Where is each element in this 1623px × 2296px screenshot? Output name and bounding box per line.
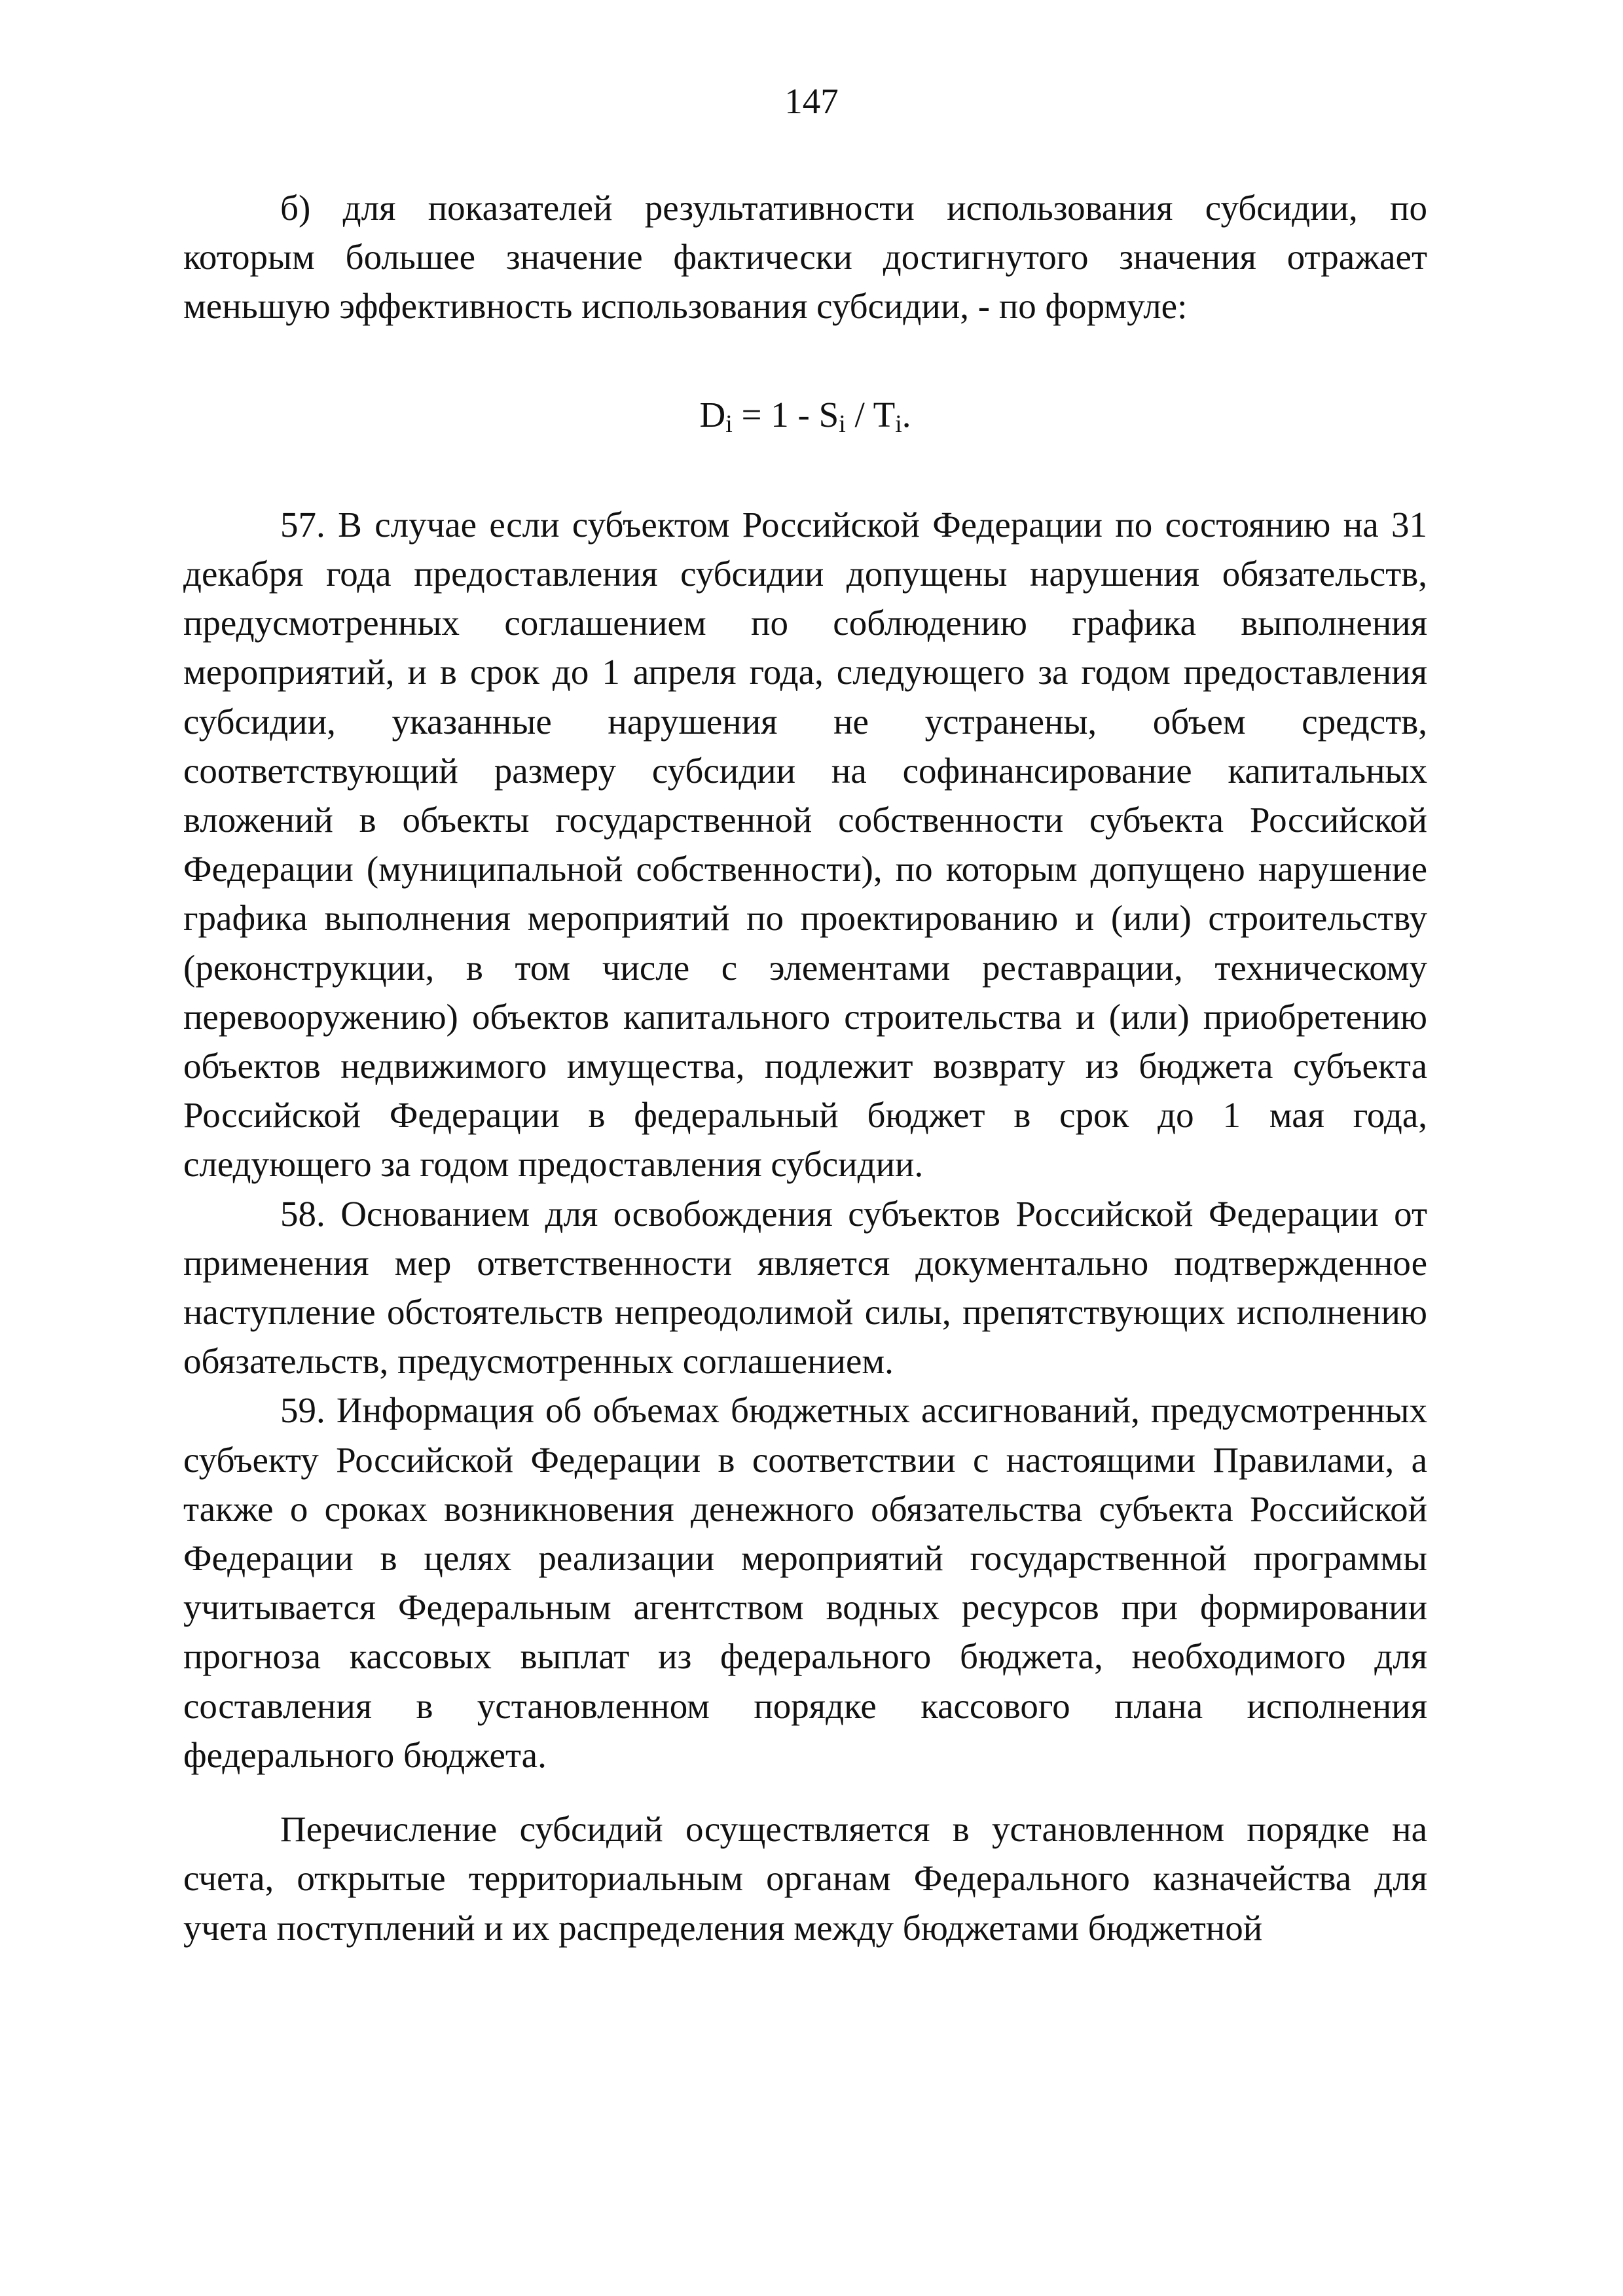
- formula-s-subscript: i: [839, 410, 846, 438]
- paragraph-b: б) для показателей результативности использования субсидии, по которым большее значение фактически достигнутого значения отражает меньшую эффективность использования субсидии, - по формуле:: [183, 188, 1427, 327]
- formula-equals: = 1 -: [732, 394, 819, 435]
- paragraph-transfer: Перечисление субсидий осуществляется в установленном порядке на счета, открытые территориальным органам Федерального казначейства для учета поступлений и их распределения между бюджетами бюджетной: [183, 1809, 1427, 1948]
- paragraph-57: 57. В случае если субъектом Российской Федерации по состоянию на 31 декабря года предоставления субсидии допущены нарушения обязательств, предусмотренных соглашением по соблюдению графика выполнения мероприятий, и в срок до 1 апреля года, следующего за годом предоставления субсидии, указанные нарушения не устранены, объем средств, соответствующий размеру субсидии на софинансирование капитальных вложений в объекты государственной собственности субъекта Российской Федерации (муниципальной собственности), по которым допущено нарушение графика выполнения мероприятий по проектированию и (или) строительству (реконструкции, в том числе с элементами реставрации, техническому перевооружению) объектов капитального строительства и (или) приобретению объектов недвижимого имущества, подлежит возврату из бюджета субъекта Российской Федерации в федеральный бюджет в срок до 1 мая года, следующего за годом предоставления субсидии.: [183, 504, 1427, 1185]
- formula-d: D: [699, 394, 726, 435]
- formula-divide: /: [845, 394, 873, 435]
- formula-t: T: [873, 394, 896, 435]
- formula-t-subscript: i: [895, 410, 902, 438]
- formula-d-subscript: i: [725, 410, 733, 438]
- formula-period: .: [902, 394, 911, 435]
- paragraph-59: 59. Информация об объемах бюджетных ассигнований, предусмотренных субъекту Российской Федерации в соответствии с настоящими Правилами, а также о сроках возникновения денежного обязательства субъекта Российской Федерации в целях реализации мероприятий государственной программы учитывается Федеральным агентством водных ресурсов при формировании прогноза кассовых выплат из федерального бюджета, необходимого для составления в установленном порядке кассового плана исполнения федерального бюджета.: [183, 1390, 1427, 1775]
- formula-s: S: [818, 394, 839, 435]
- document-body: [183, 183, 1427, 1952]
- page-number: 147: [784, 81, 839, 121]
- formula: [183, 390, 1427, 439]
- paragraph-58: 58. Основанием для освобождения субъектов Российской Федерации от применения мер ответственности является документально подтвержденное наступление обстоятельств непреодолимой силы, препятствующих исполнению обязательств, предусмотренных соглашением.: [183, 1193, 1427, 1382]
